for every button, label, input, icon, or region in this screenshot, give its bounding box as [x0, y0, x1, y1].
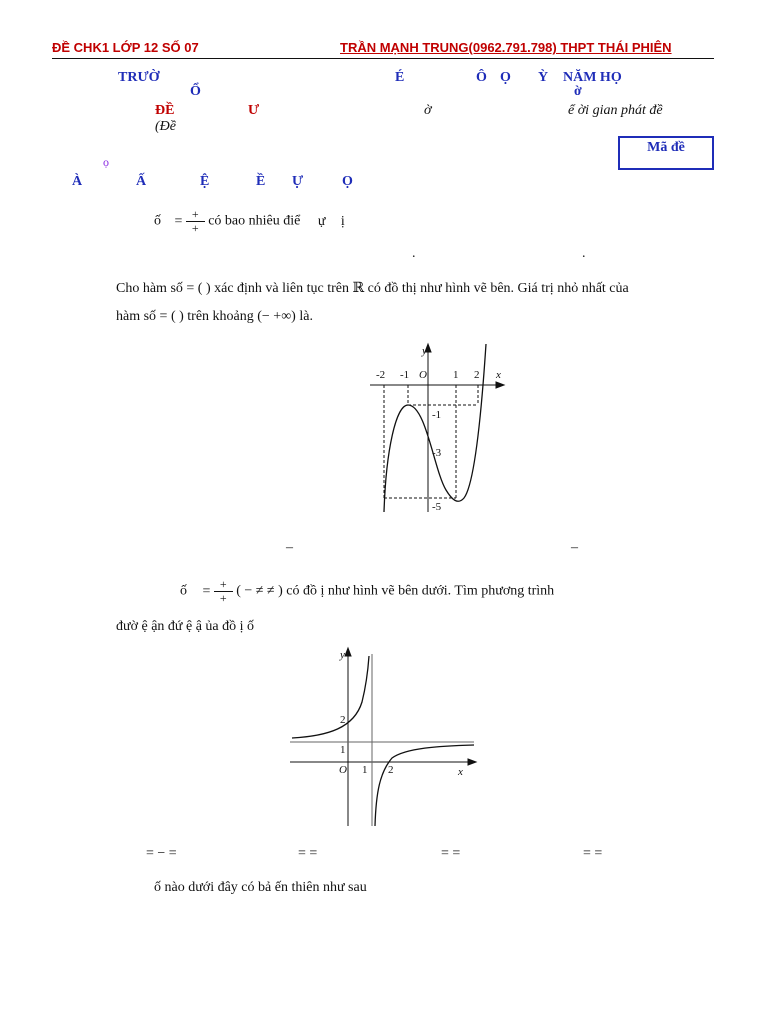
title-e: É [395, 70, 405, 85]
q1-text: có bao nhiêu điể [208, 213, 301, 229]
section-letter-6: Ọ [342, 174, 353, 189]
exam-de: ĐỀ [155, 103, 175, 118]
q1-den: + [191, 221, 199, 235]
graph1-ylabel: y [422, 345, 427, 357]
graph1-xlabel-1: 1 [453, 369, 459, 381]
q3-num: + [214, 578, 233, 592]
ma-de-label: Mã đề [647, 140, 685, 155]
q3-text: có đồ ị như hình vẽ bên dưới. Tìm phương trình [286, 583, 555, 599]
title-o2: Ọ [500, 70, 511, 85]
graph1-xlabel-m2: -2 [376, 369, 386, 381]
q1-line [154, 208, 345, 235]
q3-fraction [214, 578, 233, 605]
q3-prefix: ố [180, 583, 187, 599]
graph1-ylabel-m3: -3 [432, 447, 442, 459]
section-letter-3: Ệ [200, 174, 210, 189]
q2-line1: Cho hàm số = ( ) xác định và liên tục trên ℝ có đồ thị như hình vẽ bên. Giá trị nhỏ nhất của [116, 281, 629, 296]
graph2-y-arrow [345, 648, 351, 656]
q2-dash2: – [571, 540, 578, 555]
graph2-ylabel: y [340, 649, 345, 661]
answer-a: = − = [146, 846, 177, 861]
graph2-x-arrow [468, 759, 476, 765]
school-name: TRƯỜ [118, 70, 160, 85]
exam-u: Ư [248, 103, 260, 118]
answer-b: = = [298, 846, 318, 861]
q1-dot1: . [412, 246, 416, 261]
graph1-xlabel-m1: -1 [400, 369, 410, 381]
graph2-xlabel: x [458, 766, 463, 778]
graph2-ylabel-2: 2 [340, 714, 346, 726]
graph1-ylabel-m5: -5 [432, 501, 442, 513]
title-o1: Ô [476, 70, 487, 85]
header-left: ĐỀ CHK1 LỚP 12 SỐ 07 [52, 40, 199, 55]
graph1-x-arrow [496, 382, 504, 388]
title-year: NĂM HỌ [563, 70, 622, 85]
graph1-ylabel-m1: -1 [432, 409, 442, 421]
graph2-ylabel-1: 1 [340, 744, 346, 756]
cubic-graph [366, 340, 516, 515]
q1-tail1: ự [317, 213, 326, 229]
q1-dot2: . [582, 246, 586, 261]
q2-dash1: – [286, 540, 293, 555]
answer-c: = = [441, 846, 461, 861]
graph2-xlabel-2: 2 [388, 764, 394, 776]
answer-d: = = [583, 846, 603, 861]
section-letter-2: Ấ [136, 174, 147, 189]
q3-eq: = [202, 583, 211, 599]
q2-line2: hàm số = ( ) trên khoảng (− +∞) là. [116, 309, 313, 324]
title-o-row2: Ổ [190, 84, 201, 99]
exam-note: (Đề [155, 119, 176, 134]
title-o-row2b: ờ [574, 84, 582, 99]
ma-de-box [618, 136, 714, 170]
exam-o-small: ờ [424, 103, 432, 118]
header-right: TRẦN MẠNH TRUNG(0962.791.798) THPT THÁI PHIÊN [340, 40, 672, 55]
q3-line1 [180, 578, 554, 605]
q1-prefix: ố [154, 213, 161, 229]
exam-time: ể ời gian phát đề [568, 103, 663, 118]
section-letter-1: À [72, 174, 83, 189]
graph1-origin: O [419, 369, 427, 381]
section-letter-5: Ự [292, 174, 304, 189]
title-y: Ỳ [538, 70, 549, 85]
q1-fraction [186, 208, 205, 235]
graph1-xlabel-2: 2 [474, 369, 480, 381]
graph2-right-branch [375, 745, 474, 826]
q3-paren: ( − ≠ ≠ ) [236, 583, 283, 599]
graph1-xlabel-x: x [496, 369, 501, 381]
header-rule [52, 58, 714, 59]
graph2-origin: O [339, 764, 347, 776]
hyperbola-graph [288, 642, 478, 828]
section-letter-4: Ề [256, 174, 266, 189]
graph2-left-branch [292, 656, 369, 738]
q3-line2: đườ ệ ận đứ ệ ậ ủa đồ ị ố [116, 619, 255, 634]
graph2-xlabel-1: 1 [362, 764, 368, 776]
q1-tail2: ị [340, 213, 345, 229]
graph1-guides [384, 385, 478, 500]
q1-eq: = [174, 213, 183, 229]
section-small: ọ [103, 155, 109, 169]
q4-text: ố nào dưới đây có bả ến thiên như sau [154, 880, 367, 895]
q3-den: + [219, 591, 227, 605]
q1-num: + [186, 208, 205, 222]
